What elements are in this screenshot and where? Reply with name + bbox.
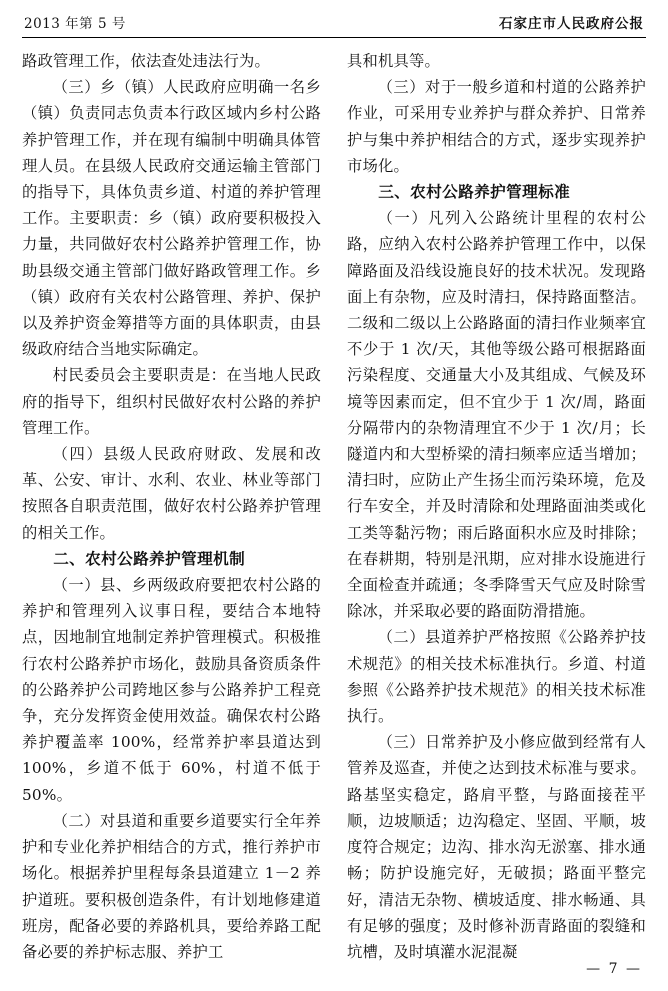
section-heading: 三、农村公路养护管理标准	[378, 182, 571, 202]
right-column	[347, 48, 646, 964]
paragraph: （一）凡列入公路统计里程的农村公路，应纳入农村公路养护管理工作中，以保障路面及沿线设施良好的技术状况。发现路面上有杂物，应及时清扫，保持路面整洁。二级和二级以上公路路面的清扫作业频率宜不少于 1 次/天，其他等级公路可根据路面污染程度、交通量大小及其组成、气候及环境等因素而定，但不宜少于 1 次/周，路面分隔带内的杂物清理宜不少于 1 次/月；长隧道内和大型桥梁的清扫频率应适当增加；清扫时，应防止产生扬尘而污染环境，危及行车安全，并及时清除和处理路面油类或化工类等黏污物；雨后路面积水应及时排除；在春耕期，特别是汛期，应对排水设施进行全面检查并疏通；冬季降雪天气应及时除雪除冰，并采取必要的路面防滑措施。	[347, 209, 646, 621]
page-footer	[586, 961, 642, 977]
paragraph: （四）县级人民政府财政、发展和改革、公安、审计、水利、农业、林业等部门按照各自职责范围，做好农村公路养护管理的相关工作。	[22, 445, 321, 542]
paragraph: 具和机具等。	[347, 52, 440, 70]
publication-title: 石家庄市人民政府公报	[499, 16, 644, 32]
section-heading: 二、农村公路养护管理机制	[53, 548, 246, 568]
paragraph: 路政管理工作，依法查处违法行为。	[22, 52, 270, 70]
running-head	[22, 10, 646, 38]
paragraph: 村民委员会主要职责是：在当地人民政府的指导下，组织村民做好农村公路的养护管理工作。	[22, 366, 321, 437]
two-column-body	[22, 48, 646, 964]
paragraph: （三）日常养护及小修应做到经常有人管养及巡查，并使之达到技术标准与要求。路基坚实稳定，路肩平整，与路面接茬平顺，边坡顺适；边沟稳定、坚固、平顺，坡度符合规定；边沟、排水沟无淤塞、排水通畅；防护设施完好，无破损；路面平整完好，清洁无杂物、横坡适度、排水畅通、具有足够的强度；及时修补沥青路面的裂缝和坑槽，及时填灌水泥混凝	[347, 733, 646, 961]
paragraph: （二）对县道和重要乡道要实行全年养护和专业化养护相结合的方式，推行养护市场化。根据养护里程每条县道建立 1－2 养护道班。要积极创造条件，有计划地修建道班房，配备必要的养路机具，要给养路工配备必要的养护标志服、养护工	[22, 811, 321, 961]
issue-label: 2013 年第 5 号	[24, 16, 126, 32]
paragraph: （一）县、乡两级政府要把农村公路的养护和管理列入议事日程，要结合本地特点，因地制宜地制定养护管理模式。积极推行农村公路养护市场化，鼓励具备资质条件的公路养护公司跨地区参与公路养护工程竞争，充分发挥资金使用效益。确保农村公路养护覆盖率 100%，经常养护率县道达到 100%，乡道不低于 60%，村道不低于 50%。	[22, 576, 321, 804]
page-number: 7	[608, 961, 620, 977]
paragraph: （三）对于一般乡道和村道的公路养护作业，可采用专业养护与群众养护、日常养护与集中养护相结合的方式，逐步实现养护市场化。	[347, 78, 646, 175]
footer-dash-left: —	[586, 961, 603, 977]
left-column	[22, 48, 321, 964]
paragraph: （三）乡（镇）人民政府应明确一名乡（镇）负责同志负责本行政区域内乡村公路养护管理工作，并在现有编制中明确具体管理人员。在县级人民政府交通运输主管部门的指导下，具体负责乡道、村道的养护管理工作。主要职责：乡（镇）政府要积极投入力量，共同做好农村公路养护管理工作，协助县级交通主管部门做好路政管理工作。乡（镇）政府有关农村公路管理、养护、保护以及养护资金筹措等方面的具体职责，由县级政府结合当地实际确定。	[22, 78, 321, 359]
paragraph: （二）县道养护严格按照《公路养护技术规范》的相关技术标准执行。乡道、村道参照《公路养护技术规范》的相关技术标准执行。	[347, 628, 646, 726]
footer-dash-right: —	[626, 961, 642, 977]
